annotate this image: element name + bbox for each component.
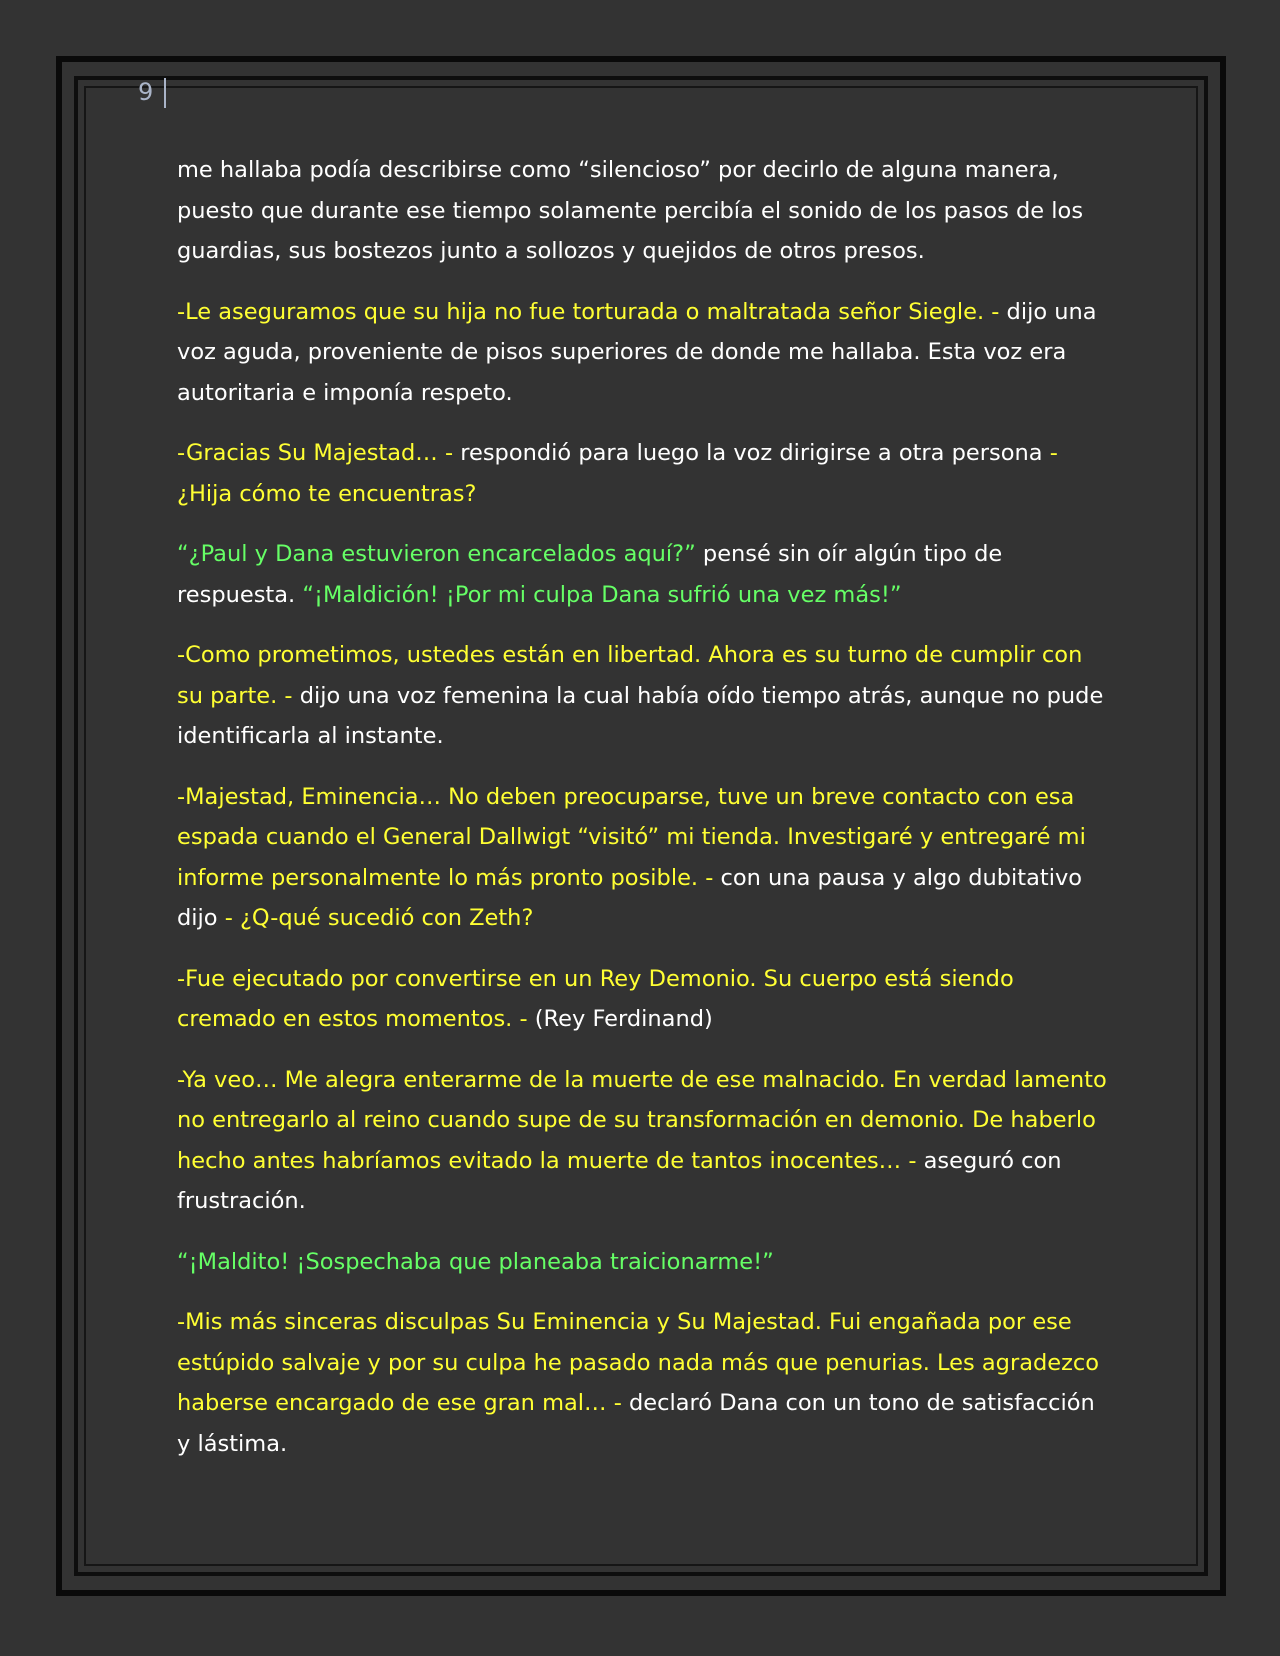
- page-number: 9: [138, 78, 154, 106]
- dialogue-text: - ¿Hija cómo te encuentras?: [177, 440, 1058, 507]
- narration-text: respondió para luego la voz dirigirse a otra persona: [460, 440, 1050, 466]
- thought-text: “¿Paul y Dana estuvieron encarcelados aquí?”: [177, 541, 703, 567]
- dialogue-text: -Majestad, Eminencia… No deben preocuparse, tuve un breve contacto con esa espada cuando el General Dallwigt “visitó” mi tienda. Investigaré y entregaré mi informe personalmente lo más pronto posible. -: [177, 783, 1086, 891]
- paragraph-7: [177, 959, 1107, 1040]
- dialogue-text: - ¿Q-qué sucedió con Zeth?: [224, 905, 534, 931]
- narration-text: pensé sin oír algún tipo de respuesta.: [177, 541, 1003, 608]
- paragraph-4: [177, 534, 1107, 615]
- story-text: [177, 150, 1107, 1484]
- dialogue-text: -Ya veo… Me alegra enterarme de la muerte de ese malnacido. En verdad lamento no entregarlo al reino cuando supe de su transformación en demonio. De haberlo hecho antes habríamos evitado la muerte de tantos inocentes… -: [177, 1066, 1107, 1174]
- narration-text: me hallaba podía describirse como “silencioso” por decirlo de alguna manera, puesto que durante ese tiempo solamente percibía el sonido de los pasos de los guardias, sus bostezos junto a sollozos y quejidos de otros presos.: [177, 157, 1084, 264]
- narration-text: dijo una voz femenina la cual había oído tiempo atrás, aunque no pude identificarla al instante.: [177, 682, 1104, 749]
- dialogue-text: -Gracias Su Majestad… -: [177, 440, 461, 466]
- narration-text: aseguró con frustración.: [177, 1147, 1062, 1214]
- paragraph-9: [177, 1242, 1107, 1283]
- paragraph-6: [177, 777, 1107, 939]
- paragraph-2: [177, 292, 1107, 414]
- page-number-divider: [164, 78, 166, 108]
- thought-text: “¡Maldición! ¡Por mi culpa Dana sufrió una vez más!”: [302, 581, 902, 608]
- paragraph-1: [177, 150, 1107, 272]
- paragraph-10: [177, 1302, 1107, 1464]
- narration-text: con una pausa y algo dubitativo dijo: [177, 864, 1083, 931]
- narration-text: (Rey Ferdinand): [534, 1006, 713, 1032]
- narration-text: dijo una voz aguda, proveniente de pisos superiores de donde me hallaba. Esta voz era autoritaria e imponía respeto.: [177, 298, 1097, 406]
- paragraph-5: [177, 635, 1107, 757]
- dialogue-text: -Como prometimos, ustedes están en libertad. Ahora es su turno de cumplir con su parte. -: [177, 642, 1083, 709]
- paragraph-8: [177, 1060, 1107, 1222]
- narration-text: declaró Dana con un tono de satisfacción y lástima.: [177, 1390, 1095, 1457]
- dialogue-text: -Le aseguramos que su hija no fue torturada o maltratada señor Siegle. -: [177, 298, 1007, 325]
- paragraph-3: [177, 433, 1107, 514]
- thought-text: “¡Maldito! ¡Sospechaba que planeaba traicionarme!”: [177, 1248, 774, 1275]
- dialogue-text: -Fue ejecutado por convertirse en un Rey Demonio. Su cuerpo está siendo cremado en estos momentos. -: [177, 965, 1014, 1032]
- dialogue-text: -Mis más sinceras disculpas Su Eminencia y Su Majestad. Fui engañada por ese estúpido salvaje y por su culpa he pasado nada más que penurias. Les agradezco haberse encargado de ese gran mal… -: [177, 1309, 1100, 1416]
